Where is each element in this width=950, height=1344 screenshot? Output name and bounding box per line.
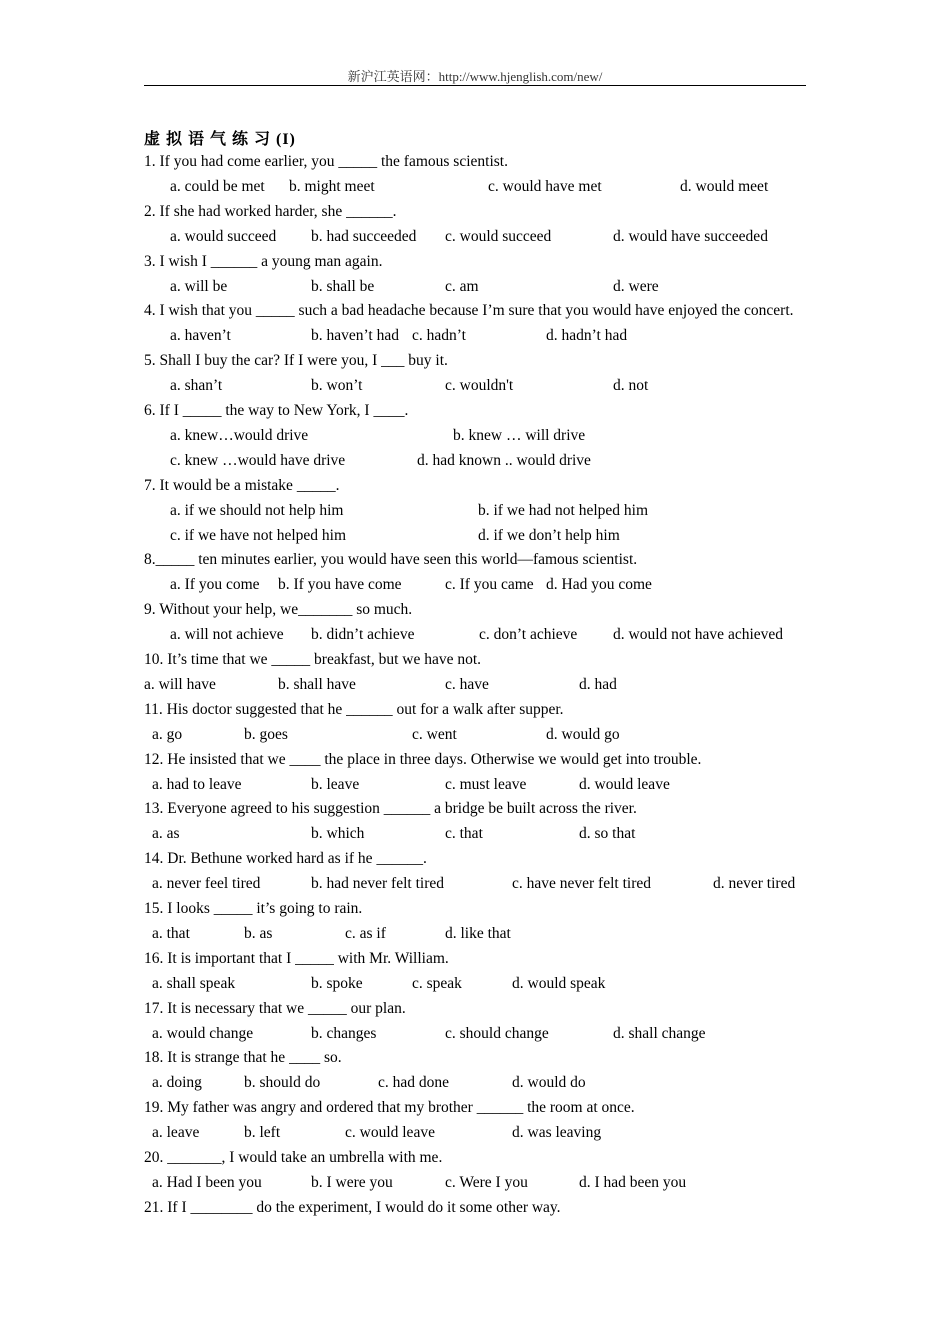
header-rule [144,85,806,86]
answer-option: c. had done [378,1074,450,1091]
question-text: 7. It would be a mistake _____. [144,477,340,494]
answer-option: b. leave [311,776,360,793]
answer-option: c. don’t achieve [479,626,578,643]
answer-option: a. leave [152,1124,200,1141]
answer-option: c. should change [445,1025,549,1042]
question-text: 20. _______, I would take an umbrella with me. [144,1149,443,1166]
answer-option: b. spoke [311,975,363,992]
answer-option: a. never feel tired [152,875,261,892]
answer-option: d. was leaving [512,1124,602,1141]
answer-option: d. would speak [512,975,606,992]
answer-options [0,824,950,844]
answer-options [0,227,950,247]
answer-option: c. have never felt tired [512,875,651,892]
answer-option: c. would have met [488,178,602,195]
answer-options [0,924,950,944]
answer-option: d. not [613,377,649,394]
question-text: 15. I looks _____ it’s going to rain. [144,900,363,917]
question-text: 9. Without your help, we_______ so much. [144,601,413,618]
answer-option: b. if we had not helped him [478,502,649,519]
answer-options [0,326,950,346]
answer-option: a. will be [170,278,228,295]
answer-option: d. never tired [713,875,796,892]
answer-option: b. had succeeded [311,228,417,245]
answer-option: a. will not achieve [170,626,284,643]
answer-option: a. could be met [170,178,265,195]
answer-option: d. hadn’t had [546,327,628,344]
answer-options [0,775,950,795]
answer-option: a. shan’t [170,377,223,394]
answer-option: c. speak [412,975,462,992]
answer-option: b. which [311,825,365,842]
answer-option: c. If you came [445,576,534,593]
question-text: 8._____ ten minutes earlier, you would have seen this world—famous scientist. [144,551,638,568]
answer-option: c. if we have not helped him [170,527,347,544]
answer-option: b. changes [311,1025,377,1042]
answer-option: a. haven’t [170,327,231,344]
answer-option: b. should do [244,1074,321,1091]
answer-options [0,675,950,695]
answer-option: d. would have succeeded [613,228,768,245]
answer-option: c. Were I you [445,1174,528,1191]
answer-options [0,1073,950,1093]
answer-option: b. shall be [311,278,375,295]
answer-option: d. if we don’t help him [478,527,620,544]
answer-option: d. had [579,676,617,693]
answer-option: a. if we should not help him [170,502,344,519]
answer-option: d. had known .. would drive [417,452,591,469]
question-text: 16. It is important that I _____ with Mr. William. [144,950,449,967]
answer-options [0,725,950,745]
answer-option: d. would leave [579,776,670,793]
answer-option: a. would change [152,1025,254,1042]
answer-options [0,426,950,446]
question-text: 6. If I _____ the way to New York, I ____. [144,402,409,419]
answer-option: c. as if [345,925,386,942]
answer-option: c. have [445,676,489,693]
answer-option: c. would leave [345,1124,435,1141]
answer-option: a. that [152,925,190,942]
question-text: 14. Dr. Bethune worked hard as if he ______. [144,850,427,867]
answer-options [0,277,950,297]
answer-option: d. so that [579,825,636,842]
answer-option: b. as [244,925,273,942]
answer-option: b. left [244,1124,281,1141]
question-text: 11. His doctor suggested that he ______ out for a walk after supper. [144,701,564,718]
question-text: 19. My father was angry and ordered that my brother ______ the room at once. [144,1099,635,1116]
answer-options [0,376,950,396]
answer-option: b. had never felt tired [311,875,444,892]
answer-option: c. that [445,825,483,842]
answer-option: a. Had I been you [152,1174,262,1191]
answer-option: d. would not have achieved [613,626,784,643]
question-text: 12. He insisted that we ____ the place in three days. Otherwise we would get into trouble. [144,751,702,768]
question-text: 13. Everyone agreed to his suggestion ______ a bridge be built across the river. [144,800,637,817]
answer-option: a. will have [144,676,216,693]
answer-options [0,625,950,645]
answer-option: b. If you have come [278,576,402,593]
question-text: 3. I wish I ______ a young man again. [144,253,383,270]
answer-option: b. haven’t had [311,327,399,344]
answer-options [0,501,950,521]
question-text: 21. If I ________ do the experiment, I would do it some other way. [144,1199,561,1216]
answer-options [0,1123,950,1143]
question-text: 4. I wish that you _____ such a bad headache because I’m sure that you would have enjoyed the concert. [144,302,794,319]
answer-option: a. as [152,825,180,842]
answer-option: d. would go [546,726,620,743]
answer-option: d. shall change [613,1025,706,1042]
question-text: 17. It is necessary that we _____ our plan. [144,1000,406,1017]
answer-option: a. If you come [170,576,260,593]
answer-option: b. didn’t achieve [311,626,415,643]
answer-options [0,1024,950,1044]
page-title: 虚 拟 语 气 练 习 (I) [144,131,296,148]
answer-option: b. shall have [278,676,356,693]
answer-option: a. doing [152,1074,202,1091]
answer-option: a. shall speak [152,975,236,992]
answer-options [0,177,950,197]
answer-option: c. knew …would have drive [170,452,346,469]
answer-option: d. I had been you [579,1174,687,1191]
question-text: 5. Shall I buy the car? If I were you, I ___ buy it. [144,352,448,369]
answer-option: d. like that [445,925,511,942]
answer-options [0,874,950,894]
answer-option: d. were [613,278,659,295]
answer-option: b. might meet [289,178,375,195]
answer-option: b. won’t [311,377,363,394]
answer-option: b. goes [244,726,288,743]
answer-options [0,575,950,595]
answer-option: b. knew … will drive [453,427,586,444]
answer-option: c. went [412,726,457,743]
question-text: 1. If you had come earlier, you _____ the famous scientist. [144,153,508,170]
answer-option: c. must leave [445,776,527,793]
answer-option: a. knew…would drive [170,427,309,444]
answer-option: a. would succeed [170,228,277,245]
answer-option: c. wouldn't [445,377,514,394]
answer-option: a. go [152,726,183,743]
answer-option: d. would do [512,1074,586,1091]
question-text: 2. If she had worked harder, she ______. [144,203,397,220]
question-text: 10. It’s time that we _____ breakfast, but we have not. [144,651,482,668]
answer-option: c. hadn’t [412,327,466,344]
answer-option: a. had to leave [152,776,242,793]
answer-options [0,974,950,994]
answer-option: c. am [445,278,479,295]
answer-option: c. would succeed [445,228,552,245]
question-text: 18. It is strange that he ____ so. [144,1049,342,1066]
answer-option: d. Had you come [546,576,652,593]
answer-options [0,451,950,471]
answer-options [0,1173,950,1193]
answer-option: b. I were you [311,1174,393,1191]
answer-option: d. would meet [680,178,769,195]
answer-options [0,526,950,546]
page-header: 新沪江英语网：http://www.hjenglish.com/new/ [347,69,603,84]
